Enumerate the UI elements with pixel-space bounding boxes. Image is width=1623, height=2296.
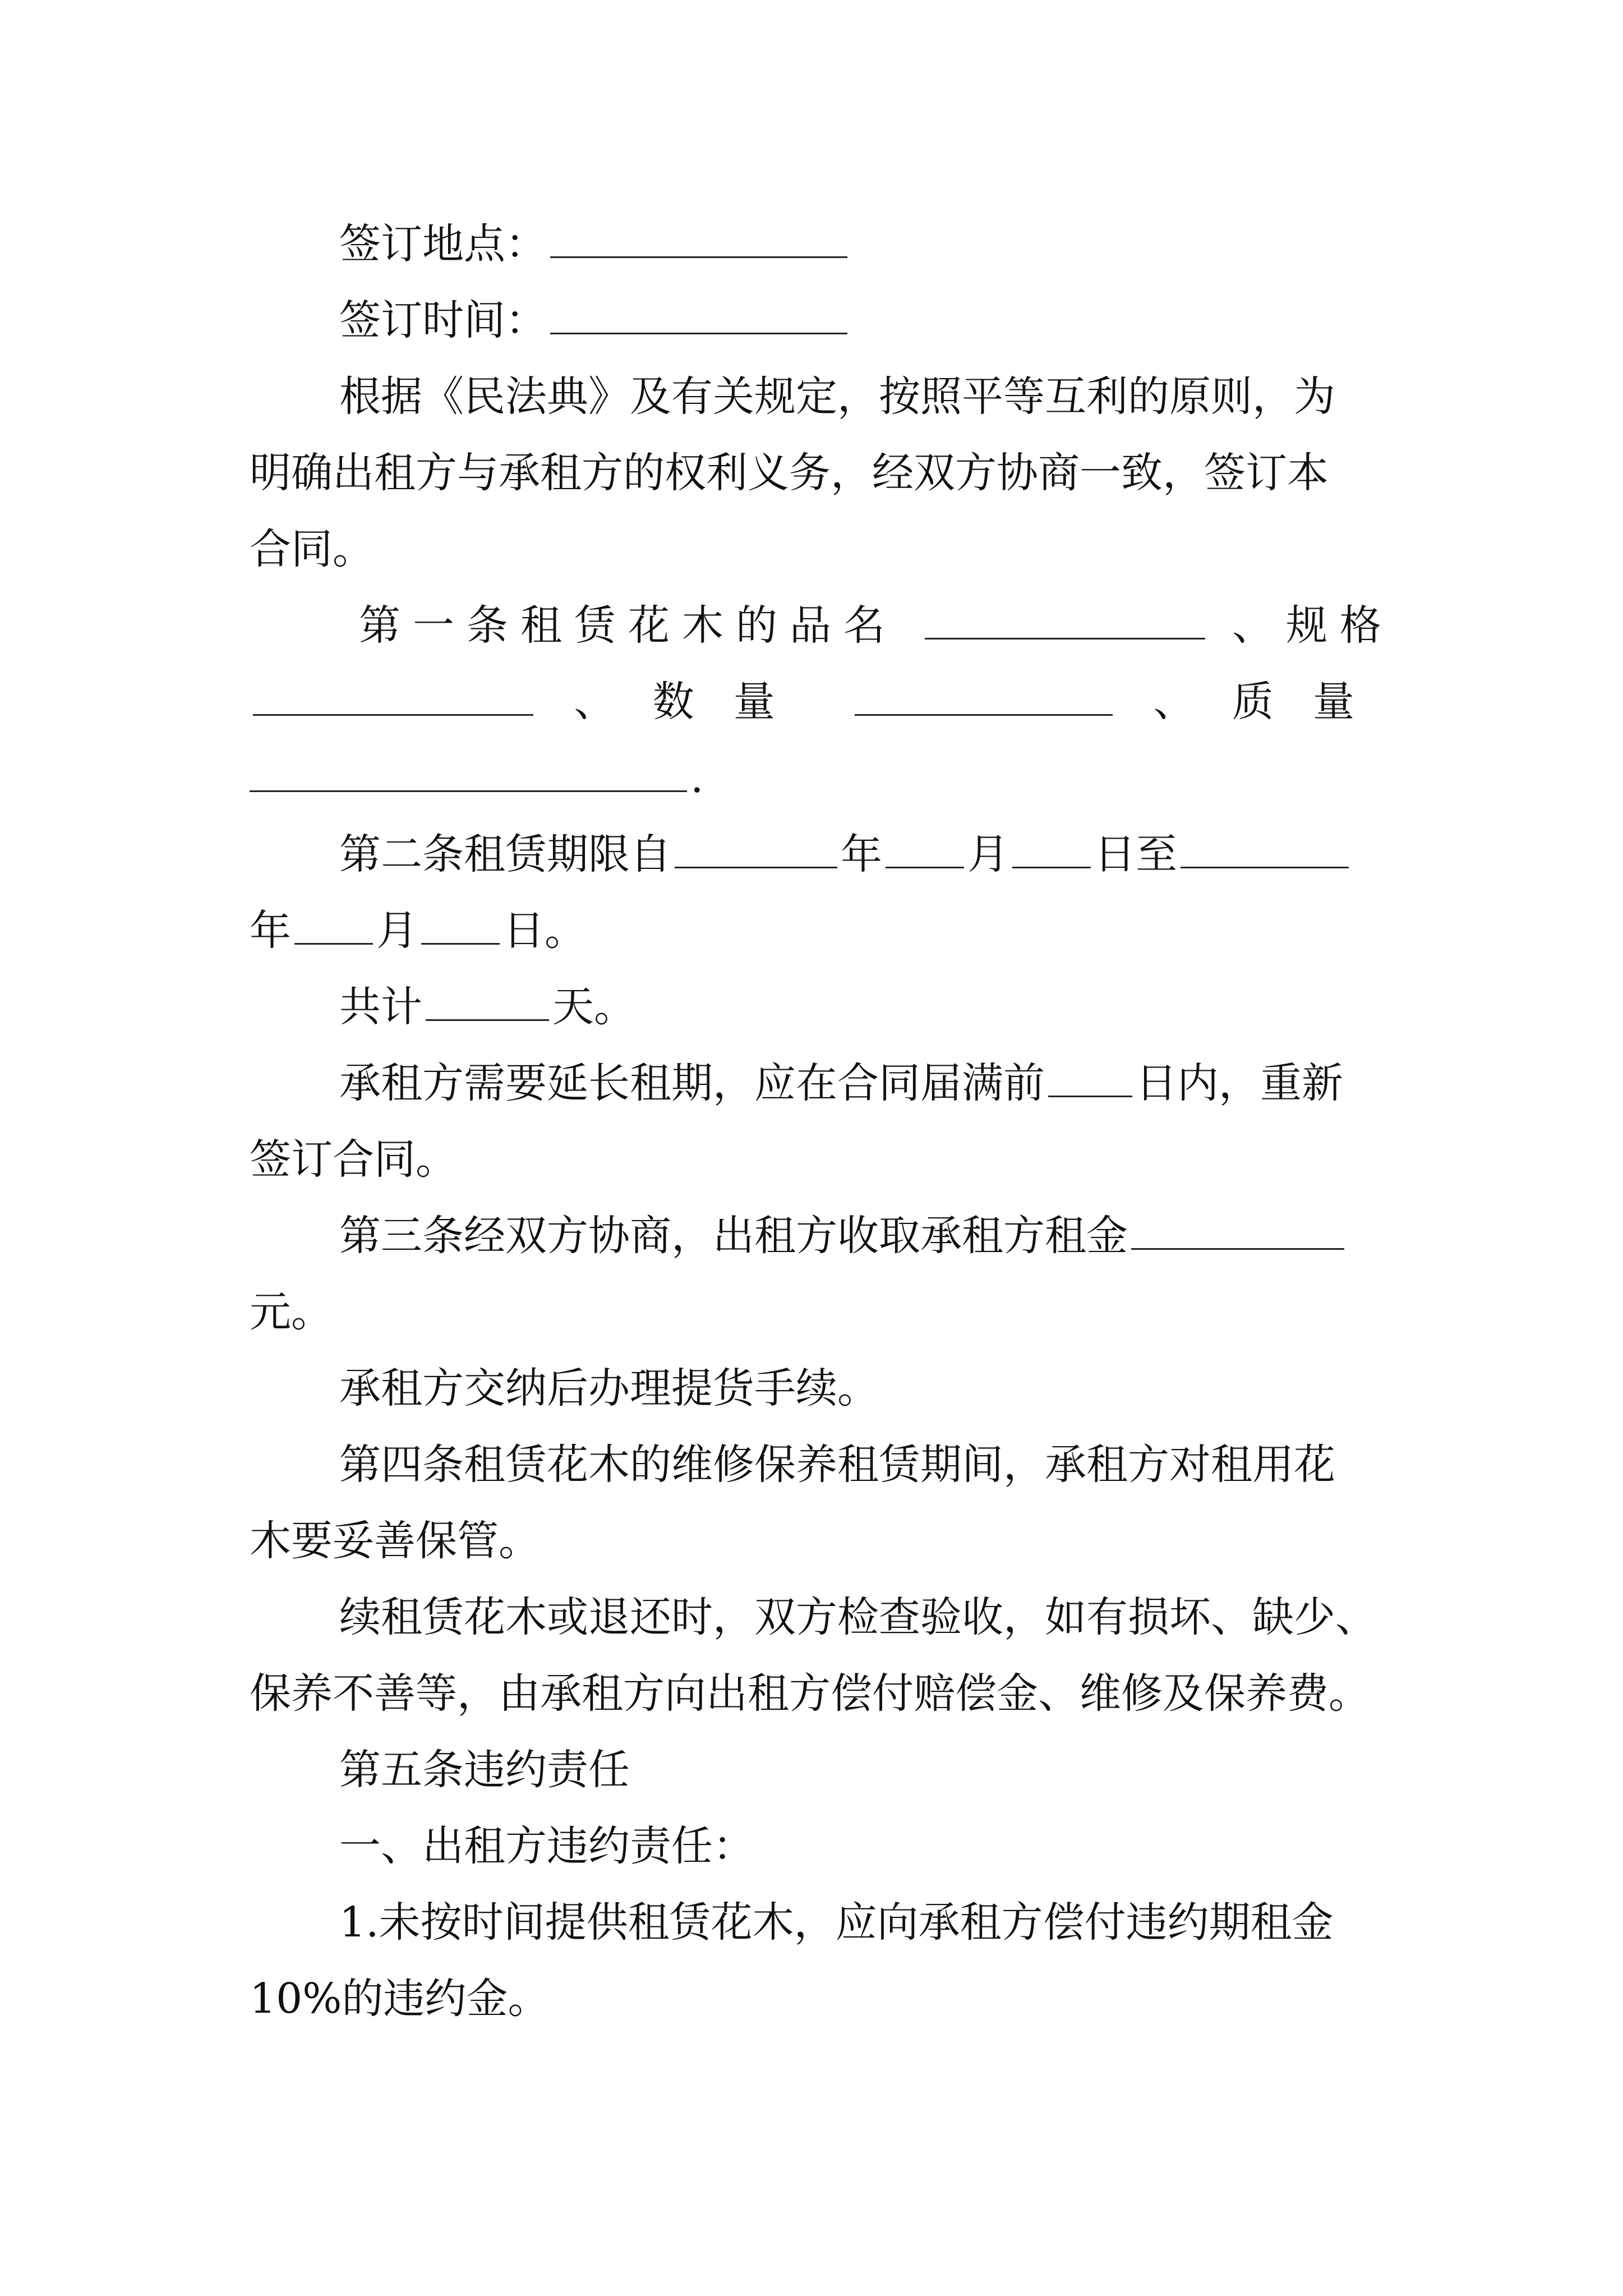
article-1-spec: 、规格 bbox=[1232, 601, 1394, 650]
article-3-line-1 bbox=[339, 1208, 1394, 1264]
rent-amount-blank bbox=[1131, 1209, 1344, 1250]
return-line-1: 续租赁花木或退还时，双方检查验收，如有损坏、缺少、 bbox=[339, 1593, 1377, 1641]
lessor-liability-heading: 一、出租方违约责任： bbox=[339, 1822, 754, 1870]
signing-place-label: 签订地点： bbox=[339, 220, 547, 268]
spec-blank bbox=[253, 675, 533, 716]
signing-time-blank bbox=[550, 293, 847, 334]
article-4-line-2: 木要妥善保管。 bbox=[250, 1517, 540, 1565]
extend-line-1 bbox=[339, 1055, 1394, 1111]
article-1-line-1 bbox=[359, 597, 1394, 654]
day-to-label: 日至 bbox=[1094, 830, 1177, 878]
article-2-text: 第二条租赁期限自 bbox=[339, 830, 671, 878]
signing-place-line bbox=[339, 216, 1394, 272]
total-days-blank bbox=[426, 980, 549, 1021]
year-label: 年 bbox=[841, 830, 882, 878]
quality-blank bbox=[250, 751, 687, 792]
start-year-blank bbox=[675, 827, 837, 868]
item-1-line-1: 1.未按时间提供租赁花木，应向承租方偿付违约期租金 bbox=[339, 1898, 1334, 1947]
extend-text: 承租方需要延长租期，应在合同届满前 bbox=[339, 1059, 1045, 1107]
article-2-line-1 bbox=[339, 826, 1394, 882]
intro-line-2: 明确出租方与承租方的权利义务，经双方协商一致，签订本 bbox=[250, 449, 1329, 497]
article-4-line-1: 第四条租赁花木的维修保养租赁期间，承租方对租用花 bbox=[339, 1441, 1335, 1489]
intro-line-3: 合同。 bbox=[250, 525, 374, 573]
end-day-blank bbox=[421, 904, 500, 945]
extend-text-2: 日内，重新 bbox=[1136, 1059, 1343, 1107]
days-label: 天。 bbox=[552, 983, 635, 1031]
end-year-label: 年 bbox=[250, 907, 291, 955]
item-1-line-2: 10%的违约金。 bbox=[250, 1975, 550, 2023]
pickup-line: 承租方交纳后办理提货手续。 bbox=[339, 1364, 879, 1412]
end-year-blank bbox=[1181, 827, 1349, 868]
extend-line-2: 签订合同。 bbox=[250, 1135, 457, 1184]
article-1-sep: 、 bbox=[574, 678, 616, 726]
month-label: 月 bbox=[967, 830, 1009, 878]
article-1-text: 第一条租赁花木的品名 bbox=[359, 601, 897, 650]
return-line-2: 保养不善等，由承租方向出租方偿付赔偿金、维修及保养费。 bbox=[250, 1669, 1370, 1718]
end-day-label: 日。 bbox=[503, 907, 586, 955]
article-1-sep-2: 、 bbox=[1153, 678, 1195, 726]
signing-time-label: 签订时间： bbox=[339, 296, 547, 344]
article-1-line-2 bbox=[250, 674, 1394, 730]
article-5-heading: 第五条违约责任 bbox=[339, 1746, 630, 1794]
total-label: 共计 bbox=[339, 983, 422, 1031]
article-1-quality: 质量 bbox=[1232, 678, 1394, 726]
intro-line-1: 根据《民法典》及有关规定，按照平等互利的原则，为 bbox=[339, 372, 1335, 421]
article-2-line-2 bbox=[250, 903, 1394, 959]
article-1-qty: 数量 bbox=[652, 678, 814, 726]
article-3-text: 第三条经双方协商，出租方收取承租方租金 bbox=[339, 1212, 1128, 1260]
extend-days-blank bbox=[1048, 1056, 1132, 1097]
quantity-blank bbox=[855, 675, 1113, 716]
start-day-blank bbox=[1012, 827, 1091, 868]
end-month-label: 月 bbox=[376, 907, 418, 955]
end-month-blank bbox=[294, 904, 373, 945]
signing-place-blank bbox=[550, 217, 847, 258]
article-1-end: . bbox=[690, 754, 704, 802]
article-3-line-2: 元。 bbox=[250, 1288, 333, 1336]
signing-time-line bbox=[339, 292, 1394, 348]
total-days-line bbox=[339, 979, 1394, 1035]
start-month-blank bbox=[886, 827, 964, 868]
product-name-blank bbox=[925, 599, 1205, 639]
article-1-line-3 bbox=[250, 750, 1394, 806]
